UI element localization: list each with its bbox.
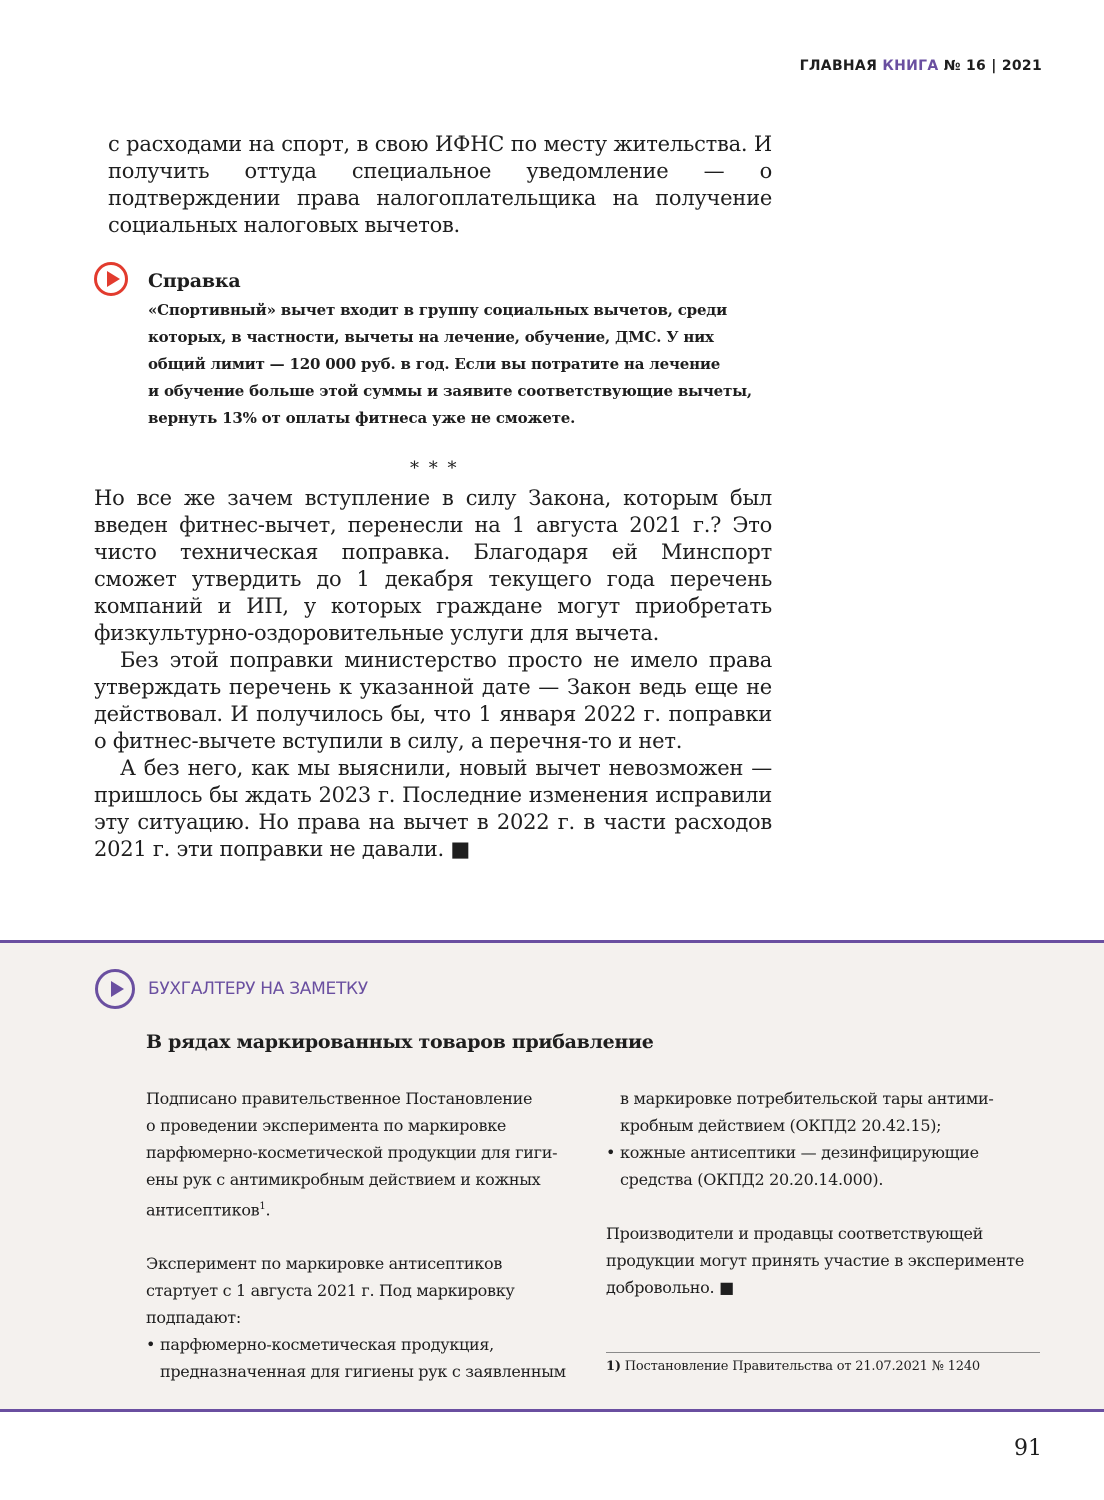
text-line xyxy=(146,1193,586,1223)
accountant-note-box xyxy=(0,940,1104,1412)
footnote-ref: 1 xyxy=(259,1201,266,1212)
section-separator: * * * xyxy=(410,458,459,479)
page-number: 91 xyxy=(1014,1436,1042,1461)
text-fragment: антисептиков xyxy=(146,1200,260,1220)
reference-line: которых, в частности, вычеты на лечение, обучение, ДМС. У них xyxy=(148,328,714,346)
paragraph: Без этой поправки министерство просто не имело права утверждать перечень к указанной дате — Закон ведь еще не действовал. И получилось бы, что 1 января 2022 г. поправки о фитнес-вычете вступили в силу, а перечня-то и нет. xyxy=(94,648,772,753)
brand-main: ГЛАВНАЯ xyxy=(799,58,878,74)
bullet-continuation: средства (ОКПД2 20.20.14.000). xyxy=(620,1170,884,1189)
footnote-number: 1) xyxy=(606,1359,621,1374)
article-top-text xyxy=(108,131,772,239)
issue-number: № 16 | 2021 xyxy=(943,58,1042,74)
text-line: стартует с 1 августа 2021 г. Под маркировку xyxy=(146,1281,515,1301)
paragraph: А без него, как мы выяснили, новый вычет невозможен — пришлось бы ждать 2023 г. Последние изменения исправили эту ситуацию. Но права на вычет в 2022 г. в части расходов 2021 г. эти поправки не давали. ■ xyxy=(94,756,772,861)
text-fragment: . xyxy=(265,1200,271,1220)
reference-title: Справка xyxy=(148,270,241,292)
reference-line: «Спортивный» вычет входит в группу социальных вычетов, среди xyxy=(148,301,728,319)
footnote-text: Постановление Правительства от 21.07.2021 № 1240 xyxy=(624,1359,980,1374)
reference-line: общий лимит — 120 000 руб. в год. Если вы потратите на лечение xyxy=(148,355,721,373)
paragraph: с расходами на спорт, в свою ИФНС по месту жительства. И получить оттуда специальное уведомление — о подтверждении права налогоплательщика на получение социальных налоговых вычетов. xyxy=(108,132,772,237)
note-title: В рядах маркированных товаров прибавление xyxy=(146,1031,654,1053)
note-left-column xyxy=(146,1085,586,1385)
reference-body xyxy=(148,297,768,432)
text-line: о проведении эксперимента по маркировке xyxy=(146,1116,507,1135)
paragraph: Но все же зачем вступление в силу Закона, которым был введен фитнес-вычет, перенесли на 1 августа 2021 г.? Это чисто техническая поправка. Благодаря ей Минспорт сможет утвердить до 1 декабря текущего года перечень компаний и ИП, у которых граждане могут приобретать физкультурно-оздоровительные услуги для вычета. xyxy=(94,486,772,645)
footnote xyxy=(606,1359,980,1374)
article-body xyxy=(94,485,772,863)
bullet-continuation: кробным действием (ОКПД2 20.42.15); xyxy=(620,1116,942,1135)
bullet-continuation: предназначенная для гигиены рук с заявленным xyxy=(160,1362,566,1382)
bullet-item: • парфюмерно-косметическая продукция, xyxy=(146,1331,586,1358)
footnote-divider xyxy=(606,1352,1040,1353)
text-line: подпадают: xyxy=(146,1308,241,1328)
text-line: продукции могут принять участие в эксперименте xyxy=(606,1251,1025,1270)
brand-accent: КНИГА xyxy=(882,58,939,74)
play-icon xyxy=(94,262,128,296)
text-line: Эксперимент по маркировке антисептиков xyxy=(146,1254,503,1274)
reference-line: вернуть 13% от оплаты фитнеса уже не сможете. xyxy=(148,409,576,427)
text-line: Подписано правительственное Постановление xyxy=(146,1089,533,1108)
note-right-column xyxy=(606,1085,1046,1301)
text-line: парфюмерно-косметической продукции для гиги- xyxy=(146,1143,558,1162)
play-icon xyxy=(95,969,135,1009)
bullet-continuation: в маркировке потребительской тары антими- xyxy=(620,1089,994,1108)
bullet-item: • кожные антисептики — дезинфицирующие xyxy=(606,1139,1046,1166)
page-header xyxy=(800,58,1042,74)
note-label: БУХГАЛТЕРУ НА ЗАМЕТКУ xyxy=(148,979,368,999)
text-line: добровольно. ■ xyxy=(606,1278,734,1297)
text-line: ены рук с антимикробным действием и кожных xyxy=(146,1170,541,1189)
reference-line: и обучение больше этой суммы и заявите соответствующие вычеты, xyxy=(148,382,752,400)
text-line: Производители и продавцы соответствующей xyxy=(606,1224,983,1243)
